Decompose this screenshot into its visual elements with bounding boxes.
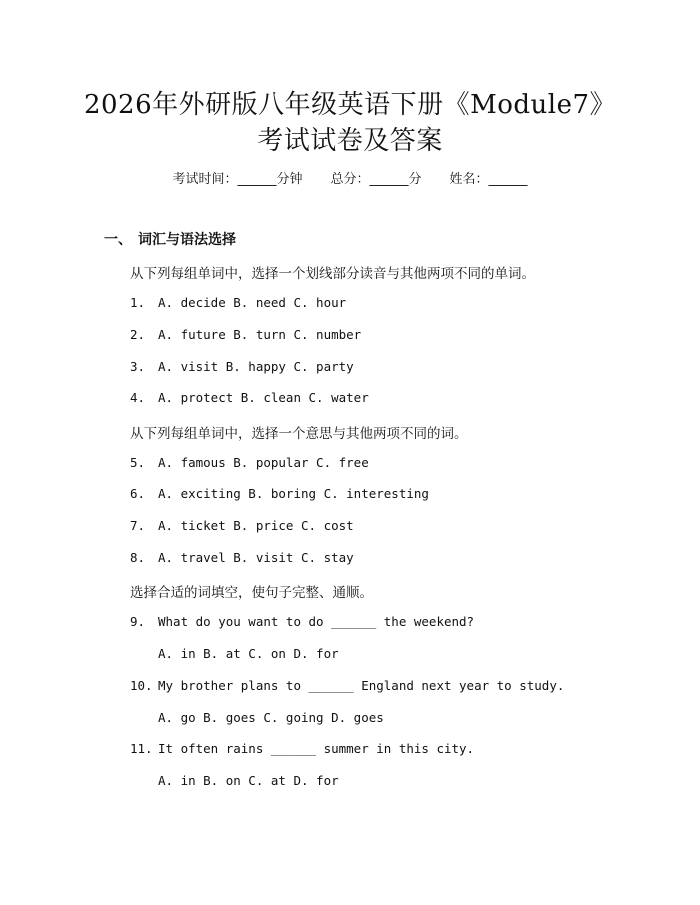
question-text: A. ticket B. price C. cost	[158, 518, 354, 533]
question-text: A. exciting B. boring C. interesting	[158, 486, 429, 501]
question-6	[130, 486, 429, 501]
section-number: 一、	[104, 232, 132, 248]
question-text: A. visit B. happy C. party	[158, 359, 354, 374]
question-2	[130, 327, 361, 342]
question-number: 8.	[130, 550, 146, 565]
question-11	[130, 741, 474, 756]
section-title: 词汇与语法选择	[138, 232, 236, 248]
question-number: 2.	[130, 327, 146, 342]
question-number: 3.	[130, 359, 146, 374]
question-number: 6.	[130, 486, 146, 501]
total-score-label: 总分：______分	[330, 172, 422, 187]
question-1	[130, 295, 346, 310]
question-3	[130, 359, 354, 374]
student-name-label: 姓名：______	[449, 172, 528, 187]
question-10	[130, 678, 564, 693]
instruction-1: 从下列每组单词中，选择一个划线部分读音与其他两项不同的单词。	[130, 266, 535, 282]
question-number: 7.	[130, 518, 146, 533]
question-number: 5.	[130, 455, 146, 470]
question-text: A. decide B. need C. hour	[158, 295, 347, 310]
question-text: A. protect B. clean C. water	[158, 390, 369, 405]
exam-meta	[0, 168, 700, 187]
question-text: What do you want to do ______ the weekend?	[158, 614, 475, 629]
question-text: A. famous B. popular C. free	[158, 455, 369, 470]
question-5	[130, 455, 369, 470]
question-10-options: A. go B. goes C. going D. goes	[158, 710, 384, 725]
question-number: 4.	[130, 390, 146, 405]
instruction-2: 从下列每组单词中，选择一个意思与其他两项不同的词。	[130, 426, 468, 442]
question-11-options: A. in B. on C. at D. for	[158, 773, 339, 788]
question-text: A. travel B. visit C. stay	[158, 550, 354, 565]
question-9-options: A. in B. at C. on D. for	[158, 646, 339, 661]
page-title-line1: 2026年外研版八年级英语下册《Module7》	[83, 90, 617, 120]
question-text: My brother plans to ______ England next year to study.	[158, 678, 565, 693]
question-4	[130, 390, 369, 405]
section-heading	[104, 229, 236, 249]
exam-time-label: 考试时间：______分钟	[172, 172, 303, 187]
question-9	[130, 614, 474, 629]
question-text: It often rains ______ summer in this city.	[158, 741, 475, 756]
question-7	[130, 518, 354, 533]
question-number: 1.	[130, 295, 146, 310]
instruction-3: 选择合适的词填空，使句子完整、通顺。	[130, 585, 373, 601]
question-8	[130, 550, 354, 565]
question-text: A. future B. turn C. number	[158, 327, 362, 342]
question-number: 11.	[130, 741, 153, 756]
question-number: 10.	[130, 678, 153, 693]
page-title-line2: 考试试卷及答案	[257, 126, 443, 156]
question-number: 9.	[130, 614, 146, 629]
